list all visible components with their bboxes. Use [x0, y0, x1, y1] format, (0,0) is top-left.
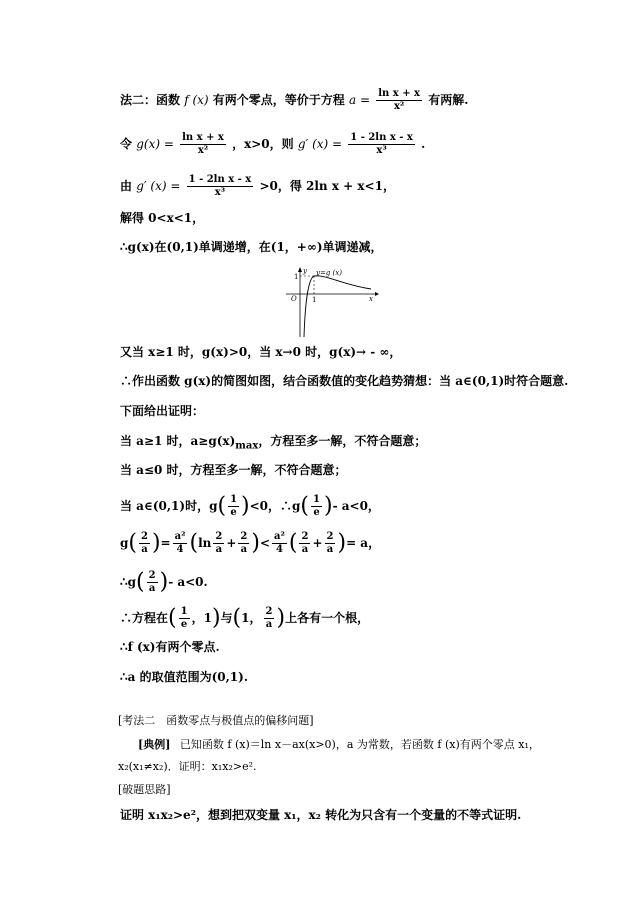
y-label: y: [303, 267, 307, 275]
line-estimate: g( $\frac{2}{a}$ )= $\frac{\text{a²}}{4}$ (ln $\frac{2}{a}$ + $\frac{2}{a}$ )< $\frac{\text{a²}}{4}$ ( $\frac{2}{a}$ + $\frac{2}{a}$ )= a，: [120, 530, 381, 556]
text: =: [160, 536, 171, 550]
line-proof-start: 下面给出证明：: [120, 404, 205, 418]
text: ，方程至多一解，不符合题意；: [258, 434, 427, 448]
denominator: a: [238, 543, 249, 556]
fraction: [179, 606, 190, 631]
text: .: [421, 137, 426, 151]
fraction: [272, 531, 287, 556]
text: +: [226, 536, 237, 550]
numerator: 2: [140, 531, 148, 542]
line-two-zeros: ∴f (x)有两个零点.: [120, 640, 220, 654]
line-conjecture: ∴作出函数 g(x)的简图如图，结合函数值的变化趋势猜想：当 a∈(0,1)时符合题意.: [120, 374, 569, 388]
tick-one-x: 1: [312, 296, 317, 304]
example-heading: [考法二 函数零点与极值点的偏移问题]: [118, 714, 314, 727]
fraction: [228, 494, 239, 519]
numerator: 2: [148, 570, 156, 581]
fraction: [139, 531, 150, 556]
line-roots: ∴方程在( $\frac{1}{e}$ ，1)与(1， $\frac{2}{a}$ )上各有一个根，: [120, 605, 370, 631]
y-axis-arrow-icon: [298, 267, 302, 272]
line-case-a-ge-1: [120, 434, 426, 453]
line-solve: 解得 0<x<1，: [120, 211, 205, 225]
line-method2: [120, 88, 468, 113]
curve-label: y=g (x): [316, 269, 342, 277]
denominator: a: [299, 543, 310, 556]
text: 1，: [241, 611, 262, 625]
denominator: 4: [173, 543, 188, 556]
numerator: 2: [301, 531, 309, 542]
text: 法二：函数: [120, 93, 181, 107]
function-graph: [283, 265, 383, 340]
fraction: [325, 531, 336, 556]
text: - a<0，: [332, 499, 380, 513]
derivative-g: g′ (x) =: [297, 137, 343, 151]
tick-one-y: 1: [294, 273, 299, 281]
text: 当 a≥1 时，a≥g(x): [120, 434, 236, 448]
line-case-a-le-0: 当 a≤0 时，方程至多一解，不符合题意；: [120, 463, 347, 477]
text: ，x>0，则: [232, 137, 294, 151]
example-tag: [典例]: [138, 738, 171, 751]
numerator: 1 - 2ln x - x: [350, 132, 413, 143]
line-range: ∴a 的取值范围为(0,1).: [120, 670, 248, 684]
denominator: x²: [180, 144, 226, 157]
numerator: ln x + x: [182, 132, 224, 143]
text: 由: [120, 179, 133, 193]
fraction: [180, 132, 226, 157]
numerator: 1: [180, 606, 188, 617]
fraction: [187, 174, 254, 199]
text: ∴g: [120, 575, 137, 589]
denominator: a: [139, 543, 150, 556]
text: g: [120, 536, 129, 550]
denominator: x³: [187, 186, 254, 199]
text: ln: [198, 536, 212, 550]
example-line-1: [138, 738, 540, 752]
x-axis-arrow-icon: [375, 292, 379, 296]
text: ∴方程在: [120, 611, 169, 625]
text: 令: [120, 137, 133, 151]
denominator: e: [179, 618, 190, 631]
derivative-g: g′ (x) =: [136, 179, 181, 193]
text: 有两解.: [428, 93, 469, 107]
fraction: [299, 531, 310, 556]
numerator: a²: [274, 531, 285, 542]
numerator: 2: [215, 531, 223, 542]
fraction: [173, 531, 188, 556]
line-case-a-in-0-1: 当 a∈(0,1)时，g( $\frac{1}{e}$ )<0，∴g( $\frac{1}{e}$ )- a<0，: [120, 493, 380, 519]
denominator: a: [147, 582, 158, 595]
numerator: a²: [174, 531, 186, 542]
example-text: 已知函数 f (x)＝ln x－ax(x>0)，a 为常数，若函数 f (x)有两个零点 x₁，: [179, 738, 540, 751]
fraction: [213, 531, 224, 556]
denominator: a: [213, 543, 224, 556]
denominator: a: [325, 543, 336, 556]
fraction: [238, 531, 249, 556]
text: <0，∴g: [249, 499, 301, 513]
numerator: 1: [230, 494, 238, 505]
function-f: f (x): [184, 93, 209, 107]
hint-heading: [破题思路]: [118, 783, 171, 796]
denominator: x³: [348, 144, 415, 157]
line-monotonic: ∴g(x)在(0,1)单调递增，在(1，+∞)单调递减，: [120, 240, 383, 254]
denominator: x²: [376, 100, 422, 113]
text: 有两个零点，等价于方程: [212, 93, 345, 107]
subscript-max: max: [235, 440, 259, 452]
function-g: g(x) =: [136, 137, 174, 151]
line-limit: 又当 x≥1 时，g(x)>0，当 x→0 时，g(x)→ - ∞，: [120, 345, 402, 359]
numerator: 2: [265, 606, 273, 617]
text: 上各有一个根，: [285, 611, 370, 625]
numerator: 2: [326, 531, 334, 542]
proof-idea: 证明 x₁x₂>e²，想到把双变量 x₁，x₂ 转化为只含有一个变量的不等式证明.: [120, 808, 522, 822]
line-derivative-positive: [120, 174, 395, 199]
fraction: [264, 606, 275, 631]
text: >0，得 2ln x + x<1，: [259, 179, 395, 193]
numerator: 1 - 2ln x - x: [188, 174, 252, 185]
denominator: e: [311, 506, 322, 519]
line-g-2-over-a: ∴g( $\frac{2}{a}$ )- a<0.: [120, 569, 208, 595]
fraction: [376, 88, 422, 113]
text: ，1: [191, 611, 212, 625]
x-label: x: [369, 295, 373, 303]
var-a: a =: [348, 93, 371, 107]
origin-label: O: [291, 295, 297, 303]
denominator: 4: [272, 543, 287, 556]
text: = a，: [346, 536, 381, 550]
denominator: a: [264, 618, 275, 631]
fraction: [147, 570, 158, 595]
text: 当 a∈(0,1)时，g: [120, 499, 218, 513]
text: +: [312, 536, 323, 550]
numerator: 2: [240, 531, 248, 542]
denominator: e: [228, 506, 239, 519]
line-define-g: [120, 132, 425, 157]
text: - a<0.: [168, 575, 208, 589]
text: 与: [220, 611, 233, 625]
fraction: [311, 494, 322, 519]
numerator: ln x + x: [378, 88, 421, 99]
example-line-2: x₂(x₁≠x₂)．证明：x₁x₂>e².: [118, 760, 257, 773]
fraction: [348, 132, 415, 157]
text: <: [259, 536, 271, 550]
numerator: 1: [313, 494, 320, 505]
